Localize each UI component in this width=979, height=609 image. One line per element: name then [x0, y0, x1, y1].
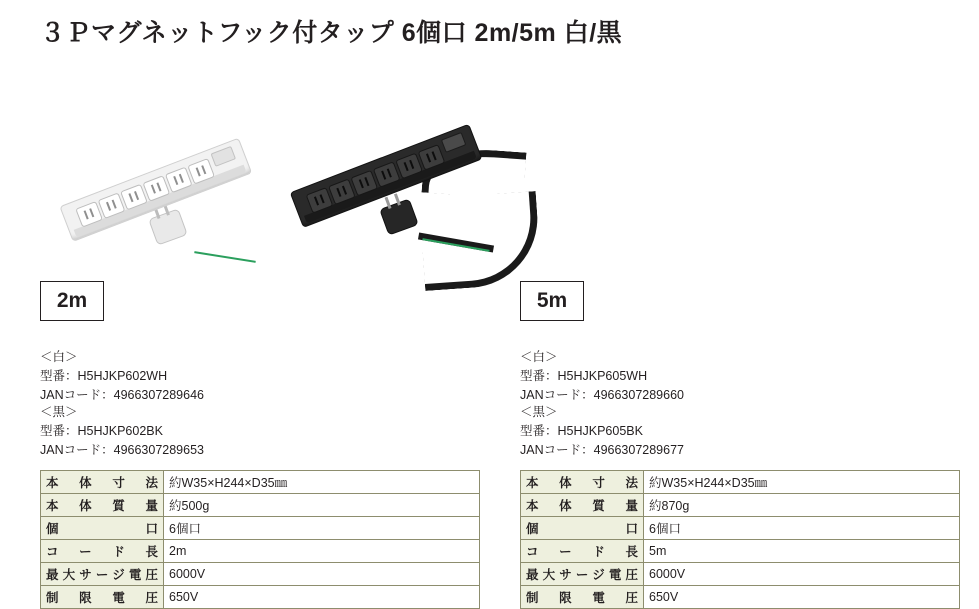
spec-key: 本体寸法 [521, 471, 644, 494]
jan-code: JANコード：4966307289660 [520, 387, 684, 402]
page-title: ３Ｐマグネットフック付タップ 6個口 2m/5m 白/黒 [40, 19, 623, 47]
model-block-white-2m [40, 348, 204, 404]
product-image-area [40, 75, 560, 260]
spec-value: 約W35×H244×D35㎜ [644, 471, 960, 494]
jan-code: JANコード：4966307289653 [40, 442, 204, 457]
color-label: ＜白＞ [520, 350, 558, 364]
table-row [521, 586, 960, 609]
table-row [521, 494, 960, 517]
spec-key: 本体寸法 [41, 471, 164, 494]
model-number: 型番：H5HJKP605BK [520, 423, 643, 438]
table-row [521, 540, 960, 563]
length-badge-2m: 2m [40, 281, 104, 321]
table-row [41, 563, 480, 586]
spec-table-5m [520, 470, 960, 609]
color-label: ＜黒＞ [520, 405, 558, 419]
spec-value: 650V [164, 586, 480, 609]
table-row [41, 586, 480, 609]
model-number: 型番：H5HJKP602BK [40, 423, 163, 438]
table-row [41, 494, 480, 517]
spec-key: コード長 [41, 540, 164, 563]
spec-value: 6個口 [644, 517, 960, 540]
table-row [41, 471, 480, 494]
spec-table-2m [40, 470, 480, 609]
spec-key: 制限電圧 [41, 586, 164, 609]
spec-value: 650V [644, 586, 960, 609]
model-number: 型番：H5HJKP605WH [520, 368, 648, 383]
spec-key: 個口 [521, 517, 644, 540]
model-block-black-2m [40, 403, 204, 459]
spec-value: 2m [164, 540, 480, 563]
spec-key: 本体質量 [521, 494, 644, 517]
length-badge-5m: 5m [520, 281, 584, 321]
model-number: 型番：H5HJKP602WH [40, 368, 168, 383]
spec-key: 最大サージ電圧 [521, 563, 644, 586]
spec-value: 約870g [644, 494, 960, 517]
spec-value: 5m [644, 540, 960, 563]
spec-key: 最大サージ電圧 [41, 563, 164, 586]
color-label: ＜白＞ [40, 350, 78, 364]
spec-value: 約500g [164, 494, 480, 517]
table-row [41, 517, 480, 540]
spec-value: 6000V [164, 563, 480, 586]
spec-value: 6000V [644, 563, 960, 586]
table-row [521, 471, 960, 494]
spec-key: 制限電圧 [521, 586, 644, 609]
table-row [521, 517, 960, 540]
jan-code: JANコード：4966307289646 [40, 387, 204, 402]
spec-key: 個口 [41, 517, 164, 540]
model-block-white-5m [520, 348, 684, 404]
spec-key: コード長 [521, 540, 644, 563]
spec-key: 本体質量 [41, 494, 164, 517]
model-block-black-5m [520, 403, 684, 459]
spec-value: 約W35×H244×D35㎜ [164, 471, 480, 494]
table-row [41, 540, 480, 563]
spec-value: 6個口 [164, 517, 480, 540]
jan-code: JANコード：4966307289677 [520, 442, 684, 457]
color-label: ＜黒＞ [40, 405, 78, 419]
table-row [521, 563, 960, 586]
